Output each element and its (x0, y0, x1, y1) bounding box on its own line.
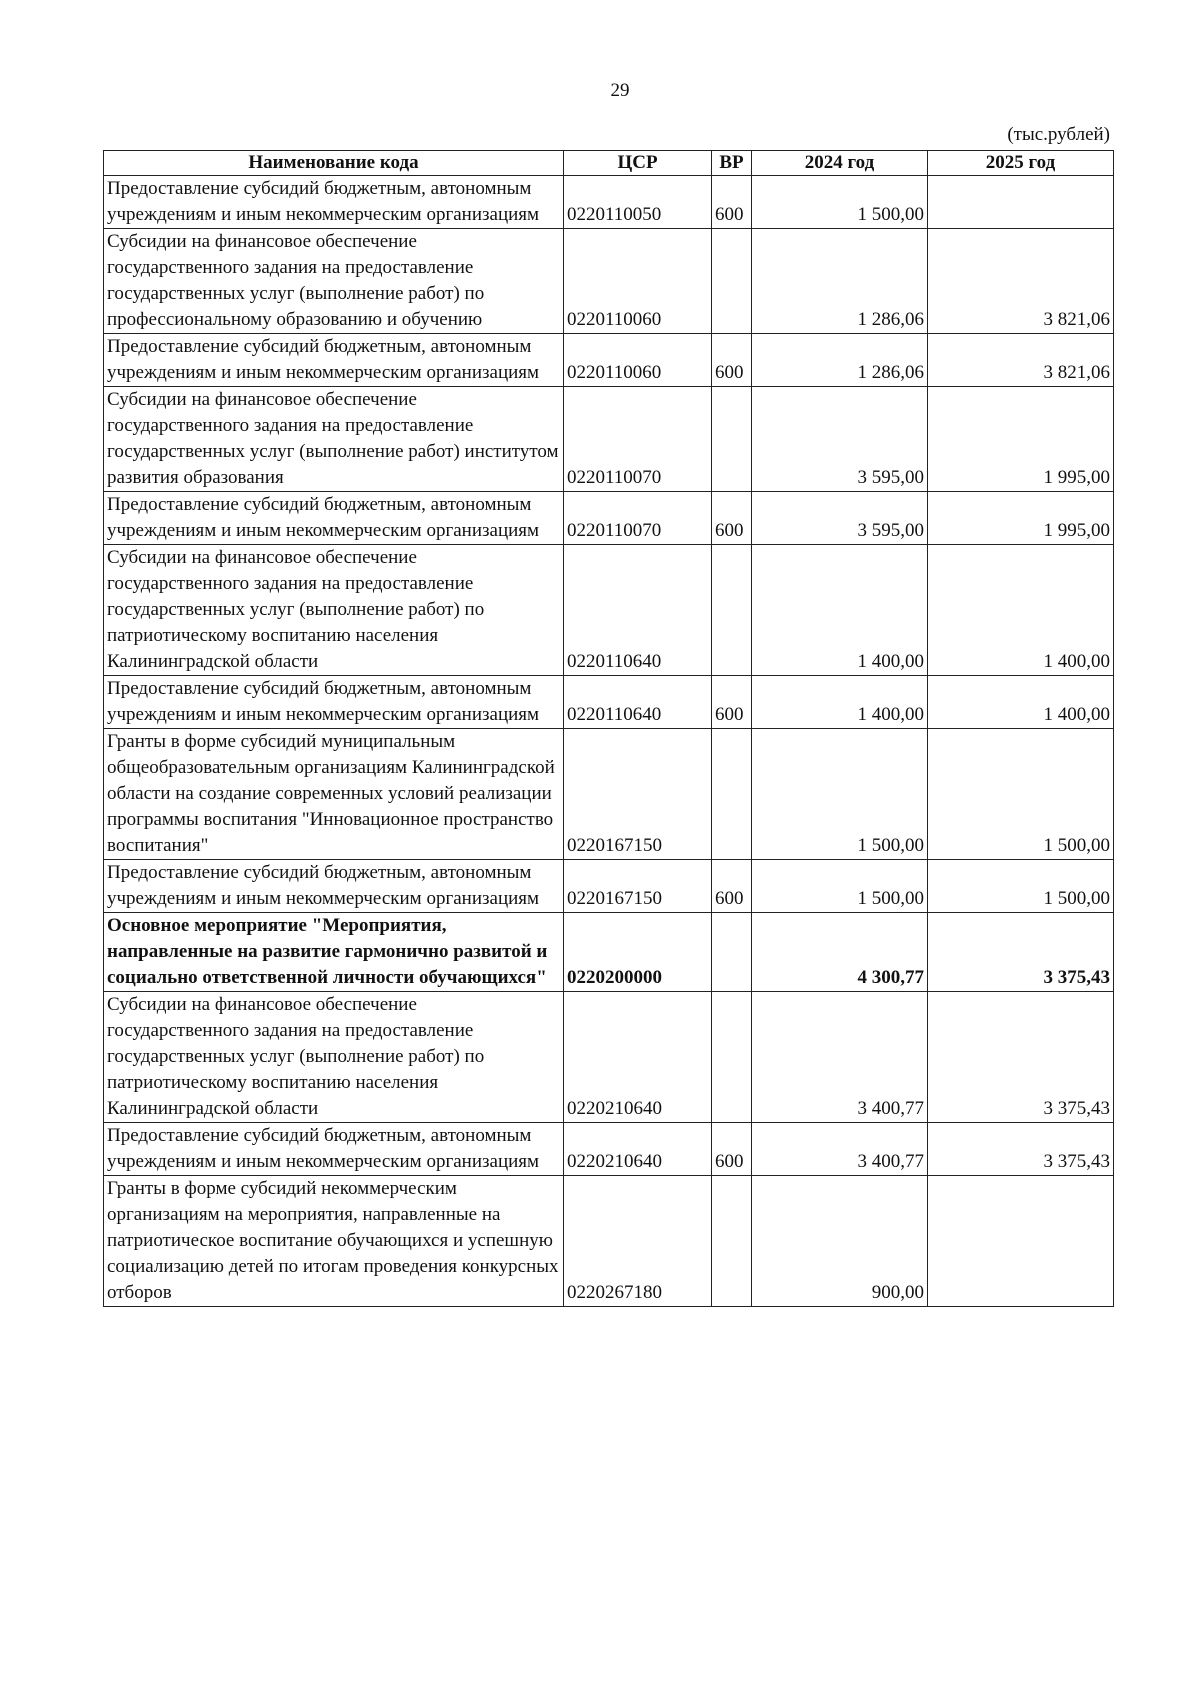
row-vr-code (712, 729, 752, 860)
table-body (104, 176, 1114, 1307)
row-value-2025: 3 375,43 (928, 992, 1114, 1123)
row-csr-code: 0220110070 (564, 492, 712, 545)
row-name: Гранты в форме субсидий муниципальным общеобразовательным организациям Калининградской области на создание современных условий реализации программы воспитания "Инновационное пространство воспитания" (104, 729, 564, 860)
row-vr-code (712, 1176, 752, 1307)
row-vr-code (712, 545, 752, 676)
row-vr-code: 600 (712, 334, 752, 387)
row-value-2025: 3 821,06 (928, 229, 1114, 334)
row-name: Субсидии на финансовое обеспечение государственного задания на предоставление государственных услуг (выполнение работ) по патриотическому воспитанию населения Калининградской области (104, 992, 564, 1123)
row-value-2024: 3 595,00 (752, 492, 928, 545)
row-value-2024: 1 500,00 (752, 176, 928, 229)
row-vr-code (712, 992, 752, 1123)
row-value-2025: 3 375,43 (928, 913, 1114, 992)
row-value-2024: 3 595,00 (752, 387, 928, 492)
header-vr: ВР (712, 151, 752, 176)
row-name: Предоставление субсидий бюджетным, автономным учреждениям и иным некоммерческим организациям (104, 860, 564, 913)
table-row (104, 545, 1114, 676)
table-row (104, 860, 1114, 913)
row-value-2024: 4 300,77 (752, 913, 928, 992)
row-vr-code (712, 387, 752, 492)
row-name: Предоставление субсидий бюджетным, автономным учреждениям и иным некоммерческим организациям (104, 334, 564, 387)
table-row (104, 229, 1114, 334)
table-row (104, 676, 1114, 729)
row-value-2024: 1 500,00 (752, 860, 928, 913)
row-value-2025: 1 995,00 (928, 492, 1114, 545)
table-header-row (104, 151, 1114, 176)
row-csr-code: 0220167150 (564, 729, 712, 860)
table-row (104, 176, 1114, 229)
table-row (104, 729, 1114, 860)
row-csr-code: 0220110060 (564, 229, 712, 334)
row-name: Предоставление субсидий бюджетным, автономным учреждениям и иным некоммерческим организациям (104, 676, 564, 729)
budget-table (103, 150, 1114, 1307)
row-name: Гранты в форме субсидий некоммерческим организациям на мероприятия, направленные на патриотическое воспитание обучающихся и успешную социализацию детей по итогам проведения конкурсных отборов (104, 1176, 564, 1307)
page-number: 29 (610, 80, 630, 101)
row-vr-code (712, 229, 752, 334)
row-value-2025: 1 500,00 (928, 860, 1114, 913)
row-name: Субсидии на финансовое обеспечение государственного задания на предоставление государственных услуг (выполнение работ) по профессиональному образованию и обучению (104, 229, 564, 334)
table-row (104, 992, 1114, 1123)
row-csr-code: 0220110060 (564, 334, 712, 387)
row-value-2025: 3 821,06 (928, 334, 1114, 387)
row-value-2024: 1 400,00 (752, 676, 928, 729)
row-name: Основное мероприятие "Мероприятия, направленные на развитие гармонично развитой и социально ответственной личности обучающихся" (104, 913, 564, 992)
row-csr-code: 0220167150 (564, 860, 712, 913)
row-csr-code: 0220210640 (564, 1123, 712, 1176)
row-csr-code: 0220110070 (564, 387, 712, 492)
row-vr-code: 600 (712, 860, 752, 913)
row-vr-code: 600 (712, 492, 752, 545)
header-2025: 2025 год (928, 151, 1114, 176)
row-vr-code: 600 (712, 176, 752, 229)
row-name: Субсидии на финансовое обеспечение государственного задания на предоставление государственных услуг (выполнение работ) по патриотическому воспитанию населения Калининградской области (104, 545, 564, 676)
row-name: Предоставление субсидий бюджетным, автономным учреждениям и иным некоммерческим организациям (104, 176, 564, 229)
row-value-2024: 3 400,77 (752, 1123, 928, 1176)
row-csr-code: 0220267180 (564, 1176, 712, 1307)
row-value-2025: 1 400,00 (928, 545, 1114, 676)
row-value-2025: 1 400,00 (928, 676, 1114, 729)
table-row (104, 387, 1114, 492)
row-name: Субсидии на финансовое обеспечение государственного задания на предоставление государственных услуг (выполнение работ) институтом развития образования (104, 387, 564, 492)
row-csr-code: 0220110640 (564, 545, 712, 676)
row-csr-code: 0220110640 (564, 676, 712, 729)
row-value-2024: 1 286,06 (752, 229, 928, 334)
table-row (104, 1123, 1114, 1176)
row-value-2025: 3 375,43 (928, 1123, 1114, 1176)
header-2024: 2024 год (752, 151, 928, 176)
row-value-2024: 1 500,00 (752, 729, 928, 860)
row-name: Предоставление субсидий бюджетным, автономным учреждениям и иным некоммерческим организациям (104, 1123, 564, 1176)
header-name: Наименование кода (104, 151, 564, 176)
row-name: Предоставление субсидий бюджетным, автономным учреждениям и иным некоммерческим организациям (104, 492, 564, 545)
row-value-2025: 1 995,00 (928, 387, 1114, 492)
row-vr-code: 600 (712, 676, 752, 729)
table-row (104, 913, 1114, 992)
row-value-2025: 1 500,00 (928, 729, 1114, 860)
row-value-2024: 1 400,00 (752, 545, 928, 676)
row-value-2025 (928, 1176, 1114, 1307)
row-value-2024: 3 400,77 (752, 992, 928, 1123)
row-csr-code: 0220110050 (564, 176, 712, 229)
row-csr-code: 0220210640 (564, 992, 712, 1123)
row-value-2024: 1 286,06 (752, 334, 928, 387)
table-row (104, 1176, 1114, 1307)
row-vr-code: 600 (712, 1123, 752, 1176)
table-row (104, 334, 1114, 387)
header-csr: ЦСР (564, 151, 712, 176)
row-value-2025 (928, 176, 1114, 229)
row-csr-code: 0220200000 (564, 913, 712, 992)
row-vr-code (712, 913, 752, 992)
units-label: (тыс.рублей) (1007, 124, 1110, 145)
row-value-2024: 900,00 (752, 1176, 928, 1307)
table-row (104, 492, 1114, 545)
